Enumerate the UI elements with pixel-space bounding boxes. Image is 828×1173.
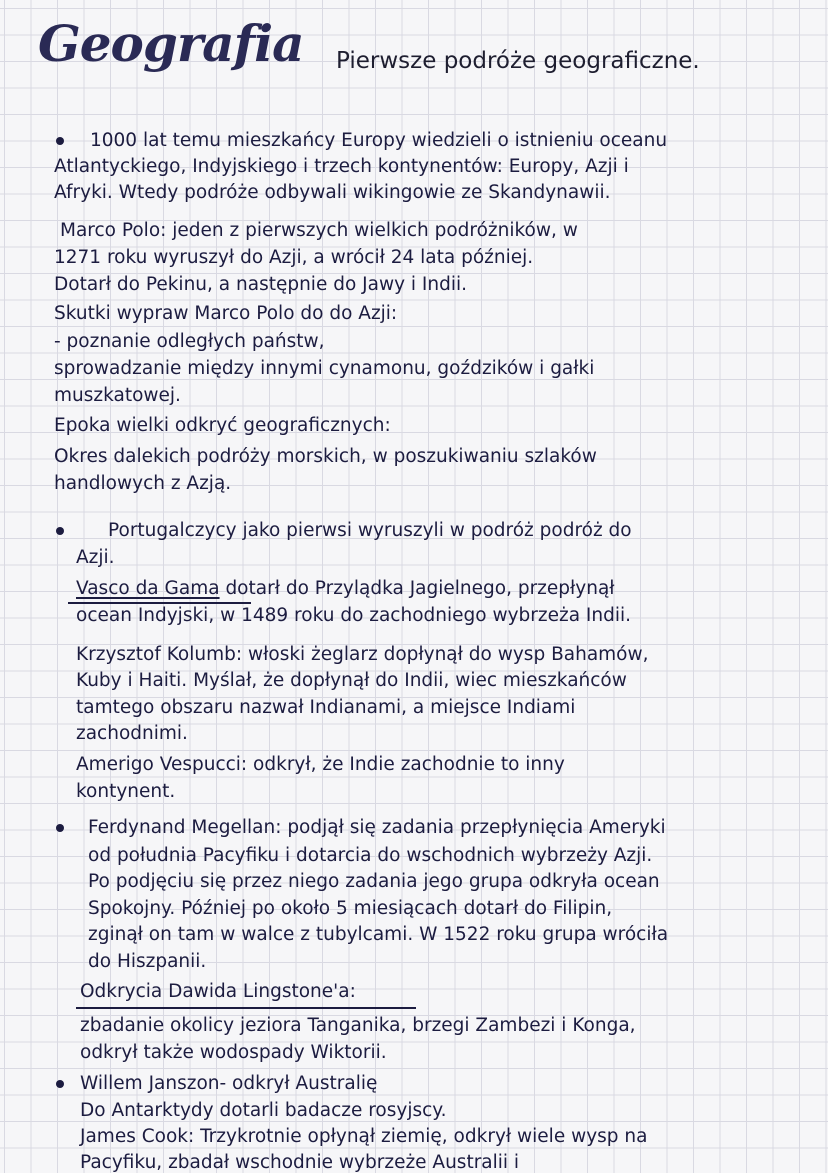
note-line: do Hiszpanii. bbox=[88, 951, 207, 972]
note-line: Amerigo Vespucci: odkrył, że Indie zachodnie to inny bbox=[76, 754, 565, 775]
note-line: odkrył także wodospady Wiktorii. bbox=[80, 1042, 387, 1063]
note-line: Po podjęciu się przez niego zadania jego grupa odkryła ocean bbox=[88, 871, 660, 892]
note-text: dotarł do Przylądka Jagielnego, przepłynął bbox=[219, 578, 615, 599]
note-line: Dotarł do Pekinu, a następnie do Jawy i Indii. bbox=[54, 274, 468, 295]
note-line: 1271 roku wyruszył do Azji, a wrócił 24 lata później. bbox=[54, 247, 534, 268]
note-line: Skutki wypraw Marco Polo do do Azji: bbox=[54, 303, 398, 324]
note-line: Okres dalekich podróży morskich, w poszukiwaniu szlaków bbox=[54, 446, 597, 467]
note-line: Marco Polo: jeden z pierwszych wielkich podróżników, w bbox=[60, 220, 578, 241]
note-line: tamtego obszaru nazwał Indianami, a miejsce Indiami bbox=[76, 697, 576, 718]
note-line: Afryki. Wtedy podróże odbywali wikingowie ze Skandynawii. bbox=[54, 182, 611, 203]
bullet-icon bbox=[56, 527, 64, 535]
note-line: Krzysztof Kolumb: włoski żeglarz dopłynął do wysp Bahamów, bbox=[76, 644, 649, 665]
note-line: Ferdynand Megellan: podjął się zadania przepłynięcia Ameryki bbox=[88, 817, 666, 838]
note-line: zachodnimi. bbox=[76, 723, 188, 744]
divider bbox=[68, 602, 251, 604]
note-line: James Cook: Trzykrotnie opłynął ziemię, odkrył wiele wysp na bbox=[80, 1126, 648, 1147]
note-line: kontynent. bbox=[76, 781, 176, 802]
note-line: od południa Pacyfiku i dotarcia do wschodnich wybrzeży Azji. bbox=[88, 845, 653, 866]
note-line: Azji. bbox=[76, 547, 115, 568]
note-line: sprowadzanie między innymi cynamonu, goździków i gałki bbox=[54, 358, 595, 379]
vasco-da-gama-name: Vasco da Gama bbox=[76, 578, 220, 599]
note-line: Willem Janszon- odkrył Australię bbox=[80, 1073, 378, 1094]
bullet-icon bbox=[56, 1080, 64, 1088]
note-line: zbadanie okolicy jeziora Tanganika, brzegi Zambezi i Konga, bbox=[80, 1015, 636, 1036]
note-line: Pacyfiku, zbadał wschodnie wybrzeże Australii i bbox=[80, 1152, 520, 1173]
note-line: Kuby i Haiti. Myślał, że dopłynął do Indii, wiec mieszkańców bbox=[76, 670, 627, 691]
divider bbox=[76, 1007, 416, 1009]
bullet-icon bbox=[56, 824, 64, 832]
note-line: 1000 lat temu mieszkańcy Europy wiedzieli o istnieniu oceanu bbox=[90, 130, 668, 151]
note-line: Spokojny. Później po około 5 miesiącach dotarł do Filipin, bbox=[88, 898, 613, 919]
note-line: - poznanie odległych państw, bbox=[54, 331, 325, 352]
note-line: handlowych z Azją. bbox=[54, 473, 232, 494]
note-line bbox=[76, 580, 615, 599]
note-line: Epoka wielki odkryć geograficznych: bbox=[54, 415, 391, 436]
note-line: ocean Indyjski, w 1489 roku do zachodniego wybrzeża Indii. bbox=[76, 605, 631, 626]
note-line: Odkrycia Dawida Lingstone'a: bbox=[80, 981, 356, 1002]
page-title: Geografia bbox=[38, 14, 304, 73]
note-line: muszkatowej. bbox=[54, 385, 181, 406]
note-line: Atlantyckiego, Indyjskiego i trzech kontynentów: Europy, Azji i bbox=[54, 156, 629, 177]
note-line: zginął on tam w walce z tubylcami. W 1522 roku grupa wróciła bbox=[88, 924, 669, 945]
bullet-icon bbox=[56, 137, 64, 145]
note-line: Do Antarktydy dotarli badacze rosyjscy. bbox=[80, 1100, 447, 1121]
note-line: Portugalczycy jako pierwsi wyruszyli w podróż podróż do bbox=[108, 520, 632, 541]
page-subtitle: Pierwsze podróże geograficzne. bbox=[336, 48, 700, 74]
